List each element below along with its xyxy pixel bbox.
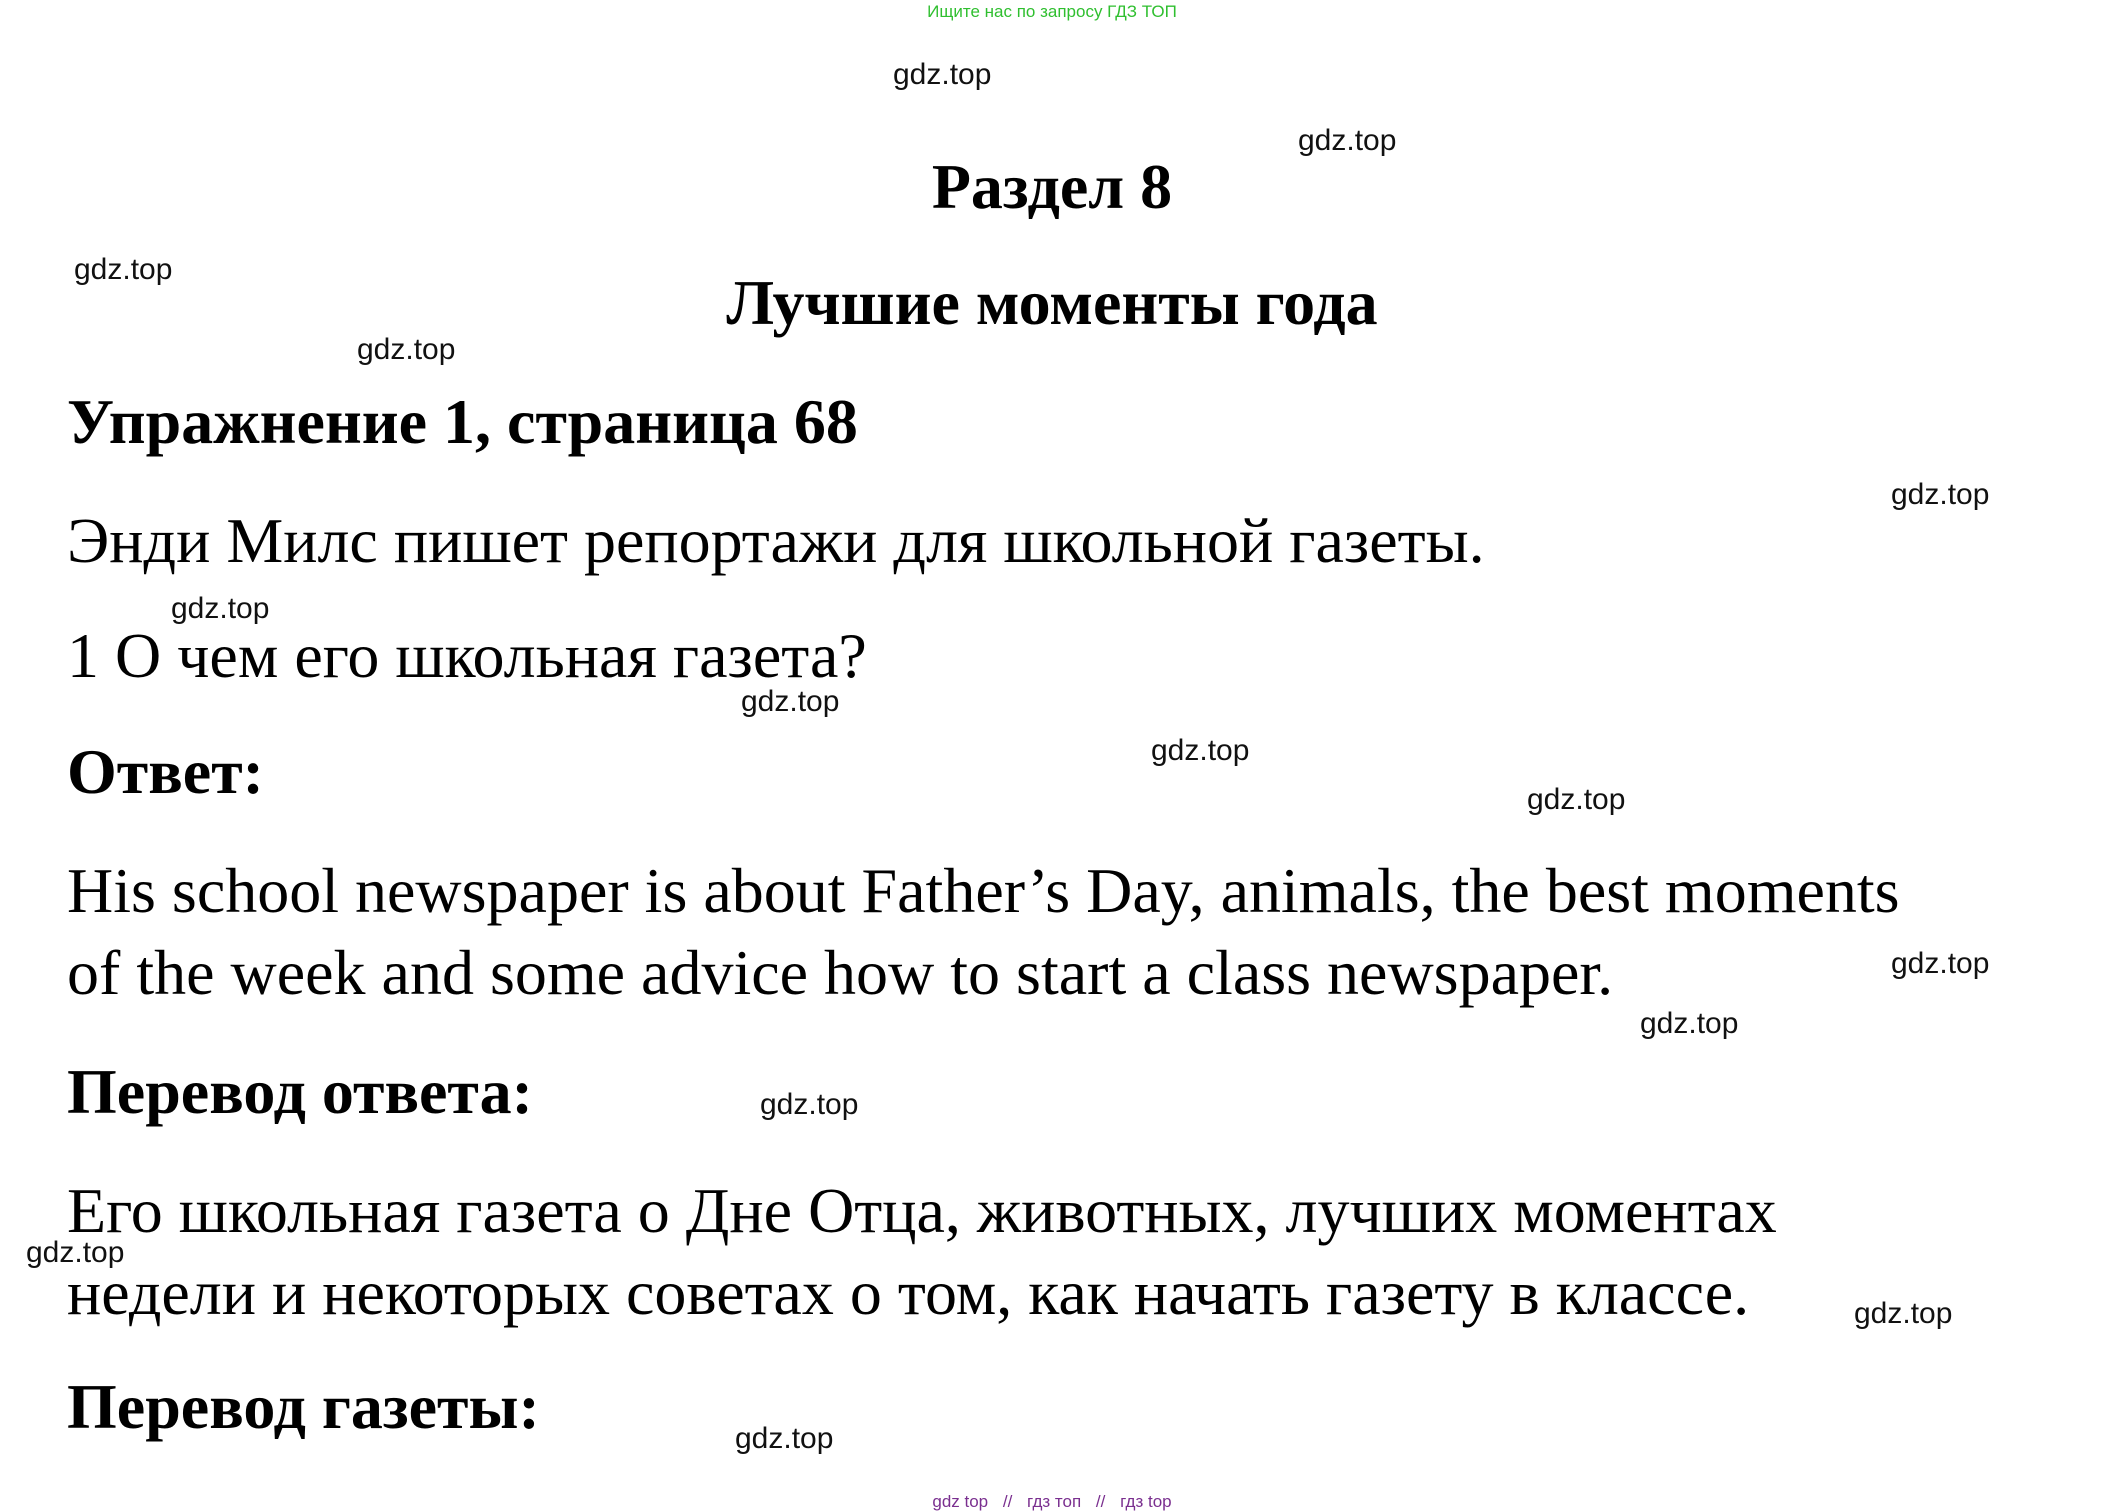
watermark: gdz.top [1640,1007,1739,1040]
answer-line-2: of the week and some advice how to start a class newspaper. [67,937,1614,1008]
watermark: gdz.top [26,1236,125,1269]
watermark: gdz.top [1891,478,1990,511]
watermark: gdz.top [741,685,840,718]
bottom-links [0,1492,2104,1512]
watermark: gdz.top [735,1422,834,1455]
link-separator: // [1002,1492,1013,1511]
top-banner[interactable]: Ищите нас по запросу ГДЗ ТОП [927,2,1177,21]
answer-heading: Ответ: [67,736,264,807]
section-title: Раздел 8 [931,151,1173,222]
translation-heading: Перевод ответа: [67,1056,533,1127]
watermark: gdz.top [357,333,456,366]
translation-line-1: Его школьная газета о Дне Отца, животных, лучших моментах [67,1175,1777,1246]
question-text: 1 О чем его школьная газета? [67,620,867,691]
watermark: gdz.top [1854,1297,1953,1330]
bottom-link[interactable]: гдз топ [1027,1492,1082,1511]
translation-line-2: недели и некоторых советах о том, как начать газету в классе. [67,1257,1750,1328]
watermark: gdz.top [1151,734,1250,767]
watermark: gdz.top [893,58,992,91]
watermark: gdz.top [1298,124,1397,157]
section-subtitle: Лучшие моменты года [726,267,1378,338]
bottom-link[interactable]: gdz top [932,1492,989,1511]
watermark: gdz.top [1527,783,1626,816]
watermark: gdz.top [1891,947,1990,980]
watermark: gdz.top [171,592,270,625]
link-separator: // [1095,1492,1106,1511]
bottom-link[interactable]: гдз top [1120,1492,1172,1511]
exercise-heading: Упражнение 1, страница 68 [67,386,858,457]
intro-line: Энди Милс пишет репортажи для школьной газеты. [67,505,1485,576]
watermark: gdz.top [74,253,173,286]
newspaper-heading: Перевод газеты: [67,1371,540,1442]
answer-line-1: His school newspaper is about Father’s Day, animals, the best moments [67,855,1900,926]
watermark: gdz.top [760,1088,859,1121]
